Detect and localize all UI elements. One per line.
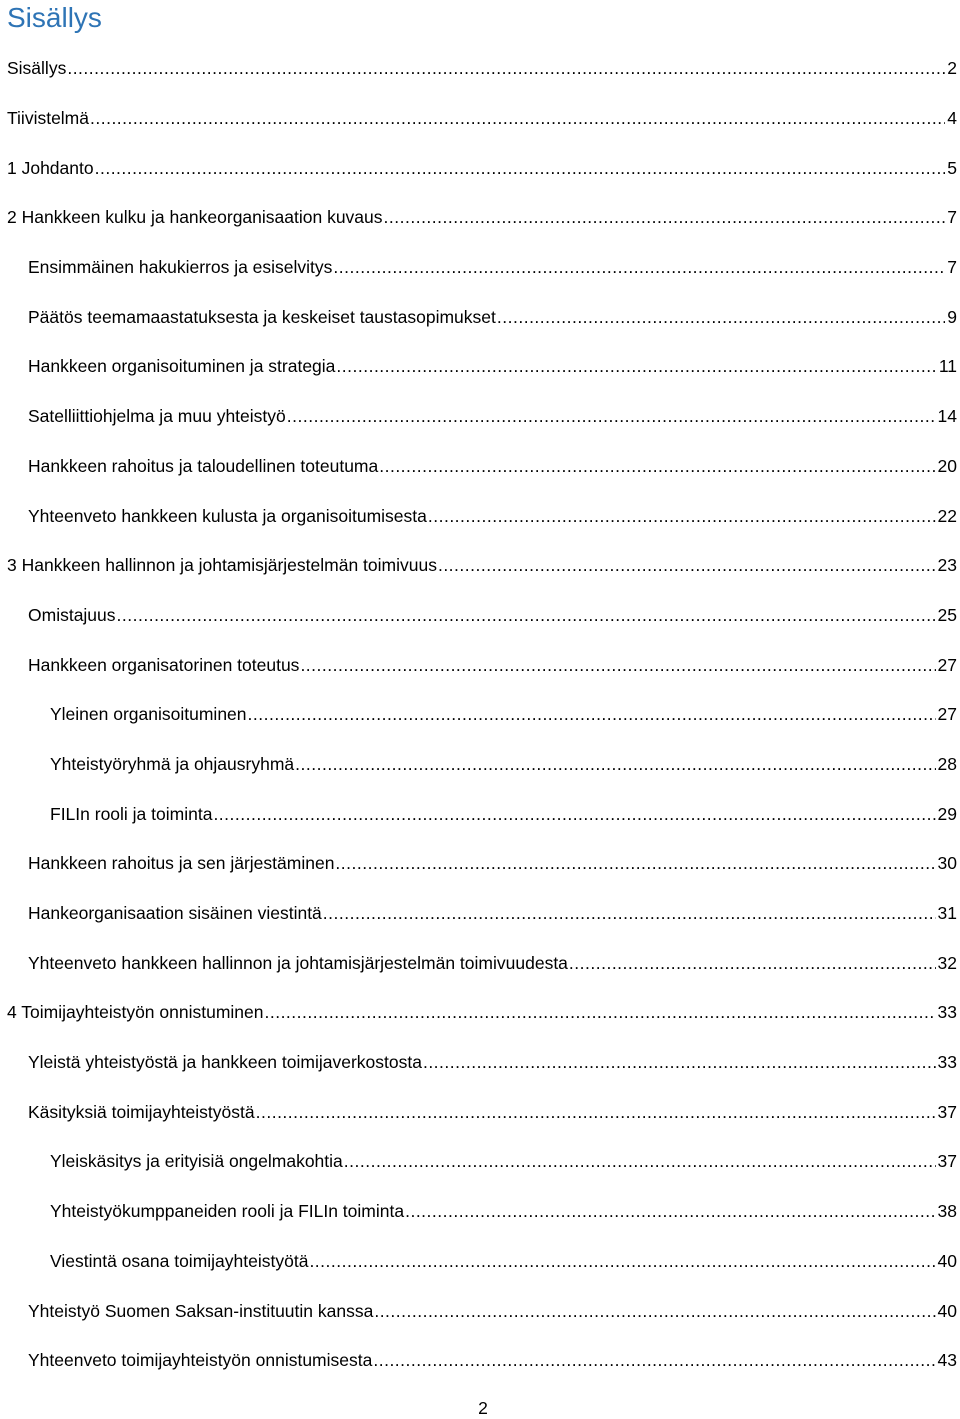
toc-entry[interactable] xyxy=(0,1187,960,1237)
toc-dot-leader xyxy=(344,1151,936,1172)
toc-dot-leader xyxy=(333,257,945,278)
toc-dot-leader xyxy=(569,953,936,974)
toc-entry-title: Yhteistyöryhmä ja ohjausryhmä xyxy=(50,753,295,774)
toc-dot-leader xyxy=(264,1002,935,1023)
toc-entry-title: Hankkeen organisatorinen toteutus xyxy=(28,654,300,675)
toc-entry-title: Yleinen organisoituminen xyxy=(50,704,247,725)
toc-entry[interactable] xyxy=(0,342,960,392)
toc-dot-leader xyxy=(335,853,935,874)
toc-dot-leader xyxy=(423,1052,936,1073)
toc-dot-leader xyxy=(300,655,935,676)
toc-dot-leader xyxy=(374,1301,935,1322)
toc-entry-title: 3 Hankkeen hallinnon ja johtamisjärjestelmän toimivuus xyxy=(7,555,437,576)
toc-entry-page: 2 xyxy=(947,58,957,79)
toc-entry[interactable] xyxy=(0,442,960,492)
toc-entry[interactable] xyxy=(0,690,960,740)
toc-entry-title: Ensimmäinen hakukierros ja esiselvitys xyxy=(28,257,333,278)
toc-entry[interactable] xyxy=(0,591,960,641)
toc-entry-page: 37 xyxy=(937,1101,957,1122)
toc-entry-title: Hankkeen organisoituminen ja strategia xyxy=(28,356,336,377)
toc-entry-page: 14 xyxy=(937,406,957,427)
toc-dot-leader xyxy=(90,108,945,129)
toc-entry[interactable] xyxy=(0,740,960,790)
toc-entry[interactable] xyxy=(0,1237,960,1287)
toc-entry-title: Hankkeen rahoitus ja taloudellinen toteutuma xyxy=(28,455,379,476)
toc-entry-title: Hankkeen rahoitus ja sen järjestäminen xyxy=(28,853,335,874)
toc-dot-leader xyxy=(213,804,935,825)
toc-entry-title: Viestintä osana toimijayhteistyötä xyxy=(50,1250,309,1271)
toc-dot-leader xyxy=(309,1251,935,1272)
toc-entry-page: 43 xyxy=(937,1350,957,1371)
toc-entry[interactable] xyxy=(0,640,960,690)
toc-entry-title: Tiivistelmä xyxy=(7,108,89,129)
toc-dot-leader xyxy=(67,58,945,79)
toc-heading: Sisällys xyxy=(7,2,102,33)
toc-dot-leader xyxy=(295,754,935,775)
toc-entry-title: Yhteenveto toimijayhteistyön onnistumisesta xyxy=(28,1350,373,1371)
toc-dot-leader xyxy=(248,704,936,725)
toc-dot-leader xyxy=(384,207,945,228)
toc-entry-page: 7 xyxy=(947,207,957,228)
toc-entry[interactable] xyxy=(0,94,960,144)
toc-entry-title: Sisällys xyxy=(7,58,67,79)
toc-entry-title: Omistajuus xyxy=(28,604,116,625)
toc-entry-page: 33 xyxy=(937,1002,957,1023)
toc-entry-page: 5 xyxy=(947,157,957,178)
toc-entry-page: 38 xyxy=(937,1201,957,1222)
toc-entry-title: Käsityksiä toimijayhteistyöstä xyxy=(28,1101,255,1122)
toc-entry-page: 4 xyxy=(947,108,957,129)
toc-entry-title: Yleistä yhteistyöstä ja hankkeen toimijaverkostosta xyxy=(28,1052,422,1073)
toc-entry-page: 29 xyxy=(937,803,957,824)
toc-entry-title: 2 Hankkeen kulku ja hankeorganisaation kuvaus xyxy=(7,207,383,228)
toc-entry[interactable] xyxy=(0,1286,960,1336)
toc-dot-leader xyxy=(95,158,945,179)
toc-entry[interactable] xyxy=(0,44,960,94)
toc-entry[interactable] xyxy=(0,988,960,1038)
toc-dot-leader xyxy=(428,506,936,527)
toc-entry[interactable] xyxy=(0,839,960,889)
toc-entry-title: Yhteistyö Suomen Saksan-instituutin kanssa xyxy=(28,1300,374,1321)
toc-entry-title: Satelliittiohjelma ja muu yhteistyö xyxy=(28,406,286,427)
toc-entry-title: Yhteenveto hankkeen hallinnon ja johtamisjärjestelmän toimivuudesta xyxy=(28,952,568,973)
toc-entry[interactable] xyxy=(0,491,960,541)
toc-entry-page: 28 xyxy=(937,753,957,774)
toc-entry-title: Yhteistyökumppaneiden rooli ja FILIn toiminta xyxy=(50,1201,405,1222)
table-of-contents xyxy=(0,44,960,1386)
toc-entry-page: 9 xyxy=(947,306,957,327)
toc-entry-page: 33 xyxy=(937,1052,957,1073)
toc-dot-leader xyxy=(287,406,936,427)
toc-dot-leader xyxy=(256,1102,936,1123)
toc-entry-page: 27 xyxy=(937,654,957,675)
toc-entry-page: 7 xyxy=(947,257,957,278)
page-number: 2 xyxy=(478,1398,488,1418)
toc-entry[interactable] xyxy=(0,938,960,988)
toc-entry-title: Yleiskäsitys ja erityisiä ongelmakohtia xyxy=(50,1151,343,1172)
toc-entry[interactable] xyxy=(0,243,960,293)
toc-dot-leader xyxy=(373,1350,935,1371)
toc-entry-page: 31 xyxy=(937,903,957,924)
toc-entry-page: 20 xyxy=(937,455,957,476)
toc-entry[interactable] xyxy=(0,1137,960,1187)
toc-entry[interactable] xyxy=(0,292,960,342)
toc-dot-leader xyxy=(379,456,935,477)
toc-entry[interactable] xyxy=(0,789,960,839)
toc-entry-title: Päätös teemamaastatuksesta ja keskeiset taustasopimukset xyxy=(28,306,496,327)
toc-dot-leader xyxy=(336,356,936,377)
toc-entry[interactable] xyxy=(0,392,960,442)
toc-entry-title: Yhteenveto hankkeen kulusta ja organisoitumisesta xyxy=(28,505,427,526)
toc-entry-page: 27 xyxy=(937,704,957,725)
toc-entry[interactable] xyxy=(0,193,960,243)
toc-entry-page: 40 xyxy=(937,1300,957,1321)
toc-entry[interactable] xyxy=(0,1336,960,1386)
toc-dot-leader xyxy=(438,555,936,576)
toc-entry-title: 1 Johdanto xyxy=(7,157,94,178)
toc-entry[interactable] xyxy=(0,889,960,939)
toc-entry-page: 30 xyxy=(937,853,957,874)
toc-entry-page: 25 xyxy=(937,604,957,625)
toc-entry-title: 4 Toimijayhteistyön onnistuminen xyxy=(7,1002,264,1023)
toc-dot-leader xyxy=(117,605,936,626)
toc-dot-leader xyxy=(405,1201,935,1222)
toc-entry-page: 37 xyxy=(937,1151,957,1172)
toc-entry-page: 32 xyxy=(937,952,957,973)
toc-entry-page: 40 xyxy=(937,1250,957,1271)
toc-dot-leader xyxy=(323,903,936,924)
toc-entry[interactable] xyxy=(0,1038,960,1088)
toc-dot-leader xyxy=(497,307,945,328)
toc-entry[interactable] xyxy=(0,143,960,193)
toc-entry[interactable] xyxy=(0,1087,960,1137)
toc-entry-page: 11 xyxy=(938,356,957,377)
toc-entry-title: FILIn rooli ja toiminta xyxy=(50,803,213,824)
toc-entry[interactable] xyxy=(0,541,960,591)
toc-entry-page: 22 xyxy=(937,505,957,526)
toc-entry-page: 23 xyxy=(937,555,957,576)
toc-entry-title: Hankeorganisaation sisäinen viestintä xyxy=(28,903,322,924)
